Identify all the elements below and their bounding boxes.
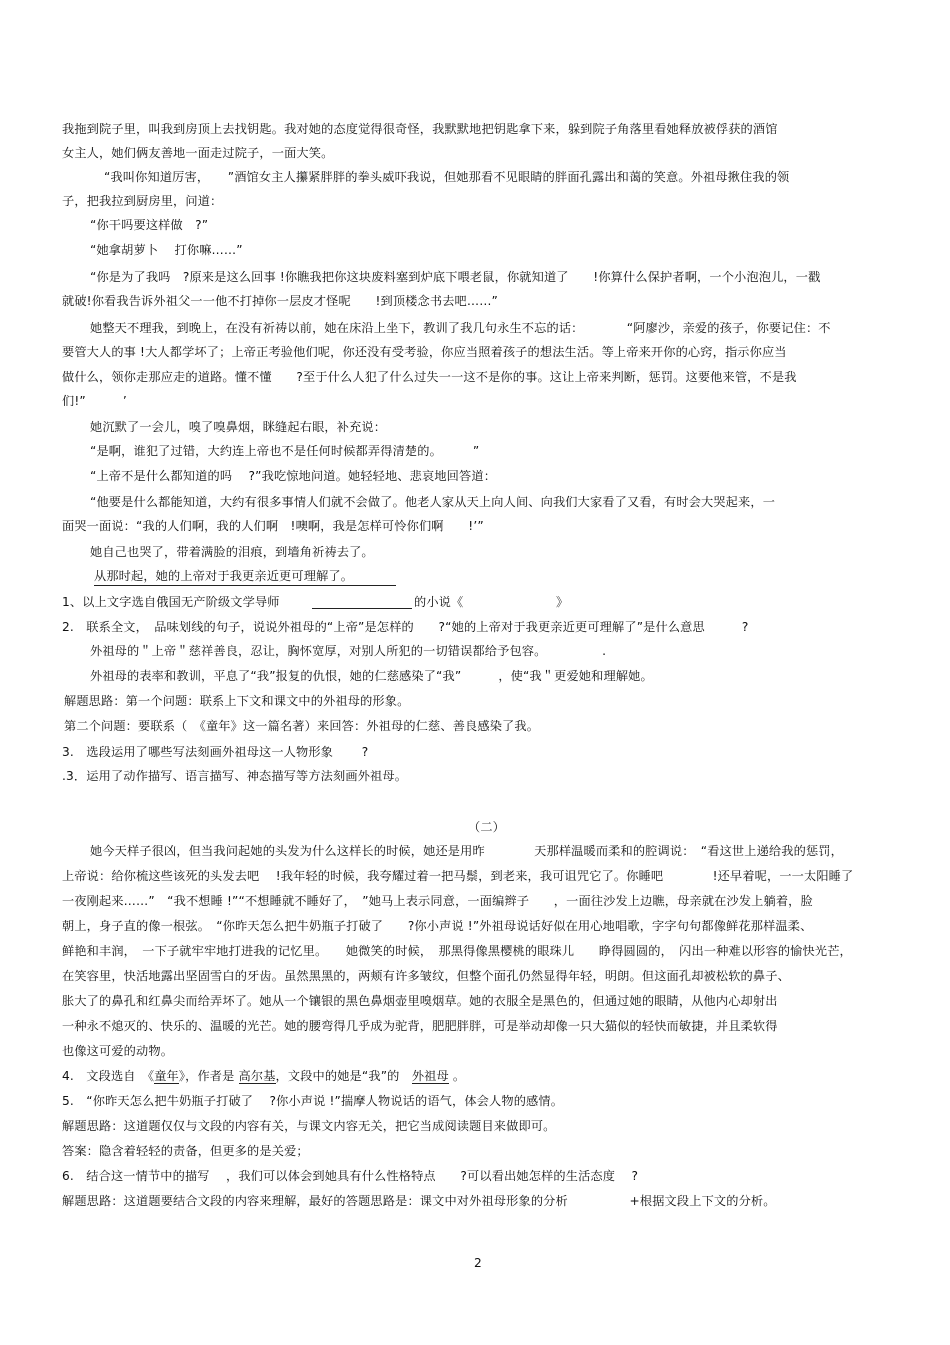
page-number: 2 xyxy=(474,1256,482,1270)
text-line: 上帝说：给你梳这些该死的头发去吧 !我年轻的时候，我夸耀过着一把马鬃，到老来，我可诅咒它了。你睡吧 !还早着呢，一一太阳睡了 xyxy=(62,869,854,883)
text-line: 子，把我拉到厨房里，问道： xyxy=(62,194,223,208)
text-line: 就破!你看我告诉外祖父一一他不打掉你一层皮才怪呢 !到顶楼念书去吧……” xyxy=(62,294,499,308)
text-line: “你是为了我吗 ?原来是这么回事 !你瞧我把你这块废料塞到炉底下喂老鼠，你就知道了 !你算什么保护者啊，一个小泡泡儿，一戳 xyxy=(90,270,821,284)
question-4 xyxy=(62,1068,465,1084)
question-4-text: 》，作者是 xyxy=(178,1069,235,1083)
text-line: 她今天样子很凶，但当我问起她的头发为什么这样长的时候，她还是用昨 天那样温暖而柔和的腔调说： “看这世上递给我的惩罚， xyxy=(90,844,843,858)
text-line: 要管大人的事 !大人都学坏了；上帝正考验他们呢，你还没有受考验，你应当照着孩子的想法生活。等上帝来开你的心窍，指示你应当 xyxy=(62,345,787,359)
answer-line: 答案：隐含着轻轻的责备，但更多的是关爱； xyxy=(62,1144,309,1158)
text-line: “她拿胡萝卜 打你嘛……” xyxy=(90,243,243,257)
text-line: “是啊，谁犯了过错，大约连上帝也不是任何时候都弄得清楚的。 ” xyxy=(90,444,480,458)
text-line: 们!” ’ xyxy=(62,394,127,408)
question-2: 2. 联系全文， 品味划线的句子，说说外祖母的“上帝”是怎样的 ?“她的上帝对于我更亲近更可理解了”是什么意思 ? xyxy=(62,620,749,634)
question-1-text: 》 xyxy=(556,595,569,609)
text-line: “你干吗要这样做 ?” xyxy=(90,218,209,232)
hint-line: 解题思路：这道题仅仅与文段的内容有关，与课文内容无关，把它当成阅读题目来做即可。 xyxy=(62,1119,556,1133)
text-line: 做什么，领你走那应走的道路。懂不懂 ?至于什么人犯了什么过失一一这不是你的事。这让上帝来判断，惩罚。这要他来管，不是我 xyxy=(62,370,797,384)
text-line: 女主人，她们俩友善地一面走过院子，一面大笑。 xyxy=(62,146,334,160)
answer-book-title: 童年 xyxy=(154,1069,179,1083)
question-4-text: ，文段中的她是“我”的 xyxy=(275,1069,412,1083)
text-line: “他要是什么都能知道，大约有很多事情人们就不会做了。他老人家从天上向人间、向我们大家看了又看，有时会大哭起来，一 xyxy=(90,495,776,509)
question-1-text: 的小说《 xyxy=(414,595,464,609)
text-line: “我叫你知道厉害， ”酒馆女主人攥紧胖胖的拳头威吓我说，但她那看不见眼睛的胖面孔露出和蔼的笑意。外祖母揪住我的领 xyxy=(104,170,790,184)
text-line: 她沉默了一会儿，嗅了嗅鼻烟，眯缝起右眼，补充说： xyxy=(90,420,387,434)
section-heading: （二） xyxy=(468,820,506,834)
text-line: 朝上，身子直的像一根弦。 “你昨天怎么把牛奶瓶子打破了 ?你小声说 !”外祖母说话好似在用心地唱歌，字字句句都像鲜花那样温柔、 xyxy=(62,919,813,933)
text-line: 她自己也哭了，带着满脸的泪痕，到墙角祈祷去了。 xyxy=(90,545,374,559)
text-line: 一种永不熄灭的、快乐的、温暖的光芒。她的腰弯得几乎成为驼背，肥肥胖胖，可是举动却像一只大猫似的轻快而敏捷，并且柔软得 xyxy=(62,1019,778,1033)
question-3: 3. 选段运用了哪些写法刻画外祖母这一人物形象 ? xyxy=(62,745,369,759)
question-4-text: 。 xyxy=(452,1069,466,1083)
text-line: 胀大了的鼻孔和红鼻尖而给弄坏了。她从一个镶银的黑色鼻烟壶里嗅烟草。她的衣服全是黑色的，但通过她的眼睛，从他内心却射出 xyxy=(62,994,778,1008)
hint-line: 解题思路：这道题要结合文段的内容来理解，最好的答题思路是：课文中对外祖母形象的分析 +根据文段上下文的分析。 xyxy=(62,1194,776,1208)
text-line: 我拖到院子里，叫我到房顶上去找钥匙。我对她的态度觉得很奇怪，我默默地把钥匙拿下来，躲到院子角落里看她释放被俘获的酒馆 xyxy=(62,122,778,136)
underlined-sentence: 从那时起，她的上帝对于我更亲近更可理解了。 xyxy=(94,569,354,583)
text-line: 她整天不理我，到晚上，在没有祈祷以前，她在床沿上坐下，教训了我几句永生不忘的话： “阿廖沙，亲爱的孩子，你要记住：不 xyxy=(90,321,831,335)
sentence-underline xyxy=(94,585,396,586)
text-line: 面哭一面说：“我的人们啊，我的人们啊 !噢啊，我是怎样可怜你们啊 !’” xyxy=(62,519,484,533)
answer-line: .3．运用了动作描写、语言描写、神态描写等方法刻画外祖母。 xyxy=(62,769,408,783)
question-4-text: 4. 文段选自 《 xyxy=(62,1069,155,1083)
answer-line: 外祖母的＂上帝＂慈祥善良，忍让，胸怀宽厚，对别人所犯的一切错误都给予包容。 . xyxy=(90,644,607,658)
answer-blank xyxy=(312,608,412,609)
text-line: 也像这可爱的动物。 xyxy=(62,1044,174,1058)
hint-line: 第二个问题：要联系（ 《童年》这一篇名著）来回答：外祖母的仁慈、善良感染了我。 xyxy=(64,719,540,733)
text-line: 一夜刚起来……” “我不想睡 !”“不想睡就不睡好了， ”她马上表示同意，一面编辫子 ，一面往沙发上边瞧，母亲就在沙发上躺着，脸 xyxy=(62,894,813,908)
question-1: 1、以上文字选自俄国无产阶级文学导师 xyxy=(62,595,280,609)
hint-line: 解题思路：第一个问题：联系上下文和课文中的外祖母的形象。 xyxy=(64,694,410,708)
text-line: 在笑容里，快活地露出坚固雪白的牙齿。虽然黑黑的，两颊有许多皱纹，但整个面孔仍然显得年轻，明朗。但这面孔却被松软的鼻子、 xyxy=(62,969,790,983)
answer-author: 高尔基 xyxy=(238,1069,276,1083)
text-line: 鲜艳和丰润， 一下子就牢牢地打进我的记忆里。 她微笑的时候， 那黑得像黑樱桃的眼珠儿 睁得圆圆的， 闪出一种难以形容的愉快光芒， xyxy=(62,944,852,958)
question-5: 5. “你昨天怎么把牛奶瓶子打破了 ?你小声说 !”揣摩人物说话的语气，体会人物的感情。 xyxy=(62,1094,564,1108)
text-line: “上帝不是什么都知道的吗 ?”我吃惊地问道。她轻轻地、悲哀地回答道： xyxy=(90,469,497,483)
answer-line: 外祖母的表率和教训，平息了“我”报复的仇恨，她的仁慈感染了“我” ，使“我＂更爱她和理解她。 xyxy=(90,669,653,683)
question-6: 6. 结合这一情节中的描写 ，我们可以体会到她具有什么性格特点 ?可以看出她怎样的生活态度 ? xyxy=(62,1169,639,1183)
answer-character: 外祖母 xyxy=(411,1069,449,1083)
